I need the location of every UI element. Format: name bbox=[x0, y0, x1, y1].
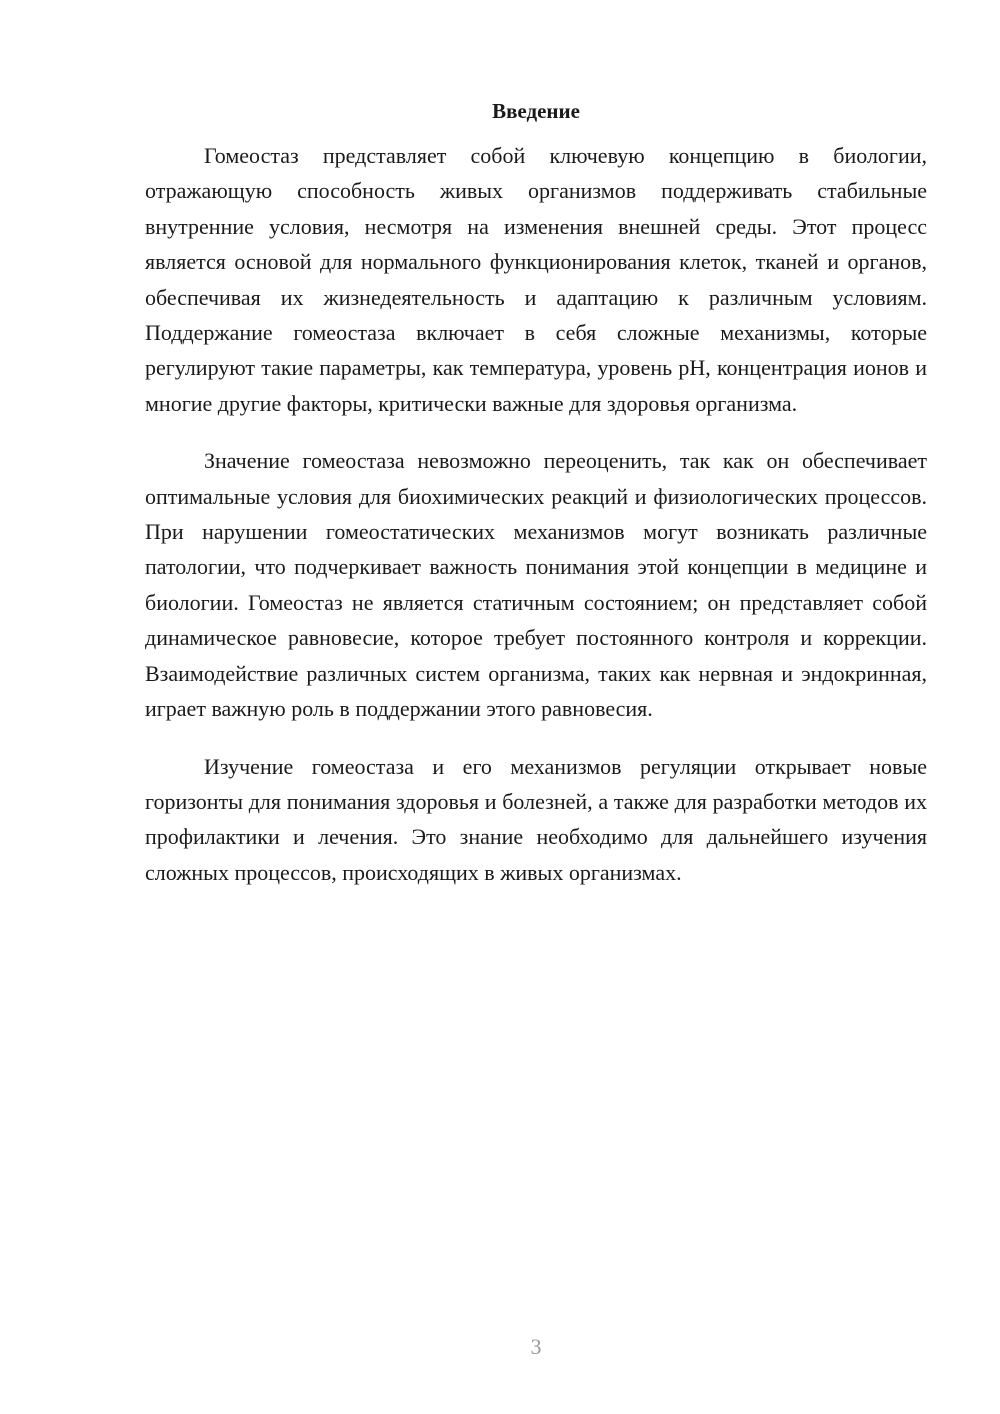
page-content bbox=[145, 96, 927, 912]
page-number: 3 bbox=[530, 1334, 542, 1359]
section-title: Введение bbox=[492, 99, 580, 123]
paragraph-2: Значение гомеостаза невозможно переоценить, так как он обеспечивает оптимальные условия для биохимических реакций и физиологических процессов. При нарушении гомеостатических механизмов могут возникать различные патологии, что подчеркивает важность понимания этой концепции в медицине и биологии. Гомеостаз не является статичным состоянием; он представляет собой динамическое равновесие, которое требует постоянного контроля и коррекции. Взаимодействие различных систем организма, таких как нервная и эндокринная, играет важную роль в поддержании этого равновесия. bbox=[145, 448, 927, 722]
paragraph-3: Изучение гомеостаза и его механизмов регуляции открывает новые горизонты для понимания здоровья и болезней, а также для разработки методов их профилактики и лечения. Это знание необходимо для дальнейшего изучения сложных процессов, происходящих в живых организмах. bbox=[145, 753, 927, 885]
paragraph-1: Гомеостаз представляет собой ключевую концепцию в биологии, отражающую способность живых организмов поддерживать стабильные внутренние условия, несмотря на изменения внешней среды. Этот процесс является основой для нормального функционирования клеток, тканей и органов, обеспечивая их жизнедеятельность и адаптацию к различным условиям. Поддержание гомеостаза включает в себя сложные механизмы, которые регулируют такие параметры, как температура, уровень pH, концентрация ионов и многие другие факторы, критически важные для здоровья организма. bbox=[145, 143, 927, 416]
